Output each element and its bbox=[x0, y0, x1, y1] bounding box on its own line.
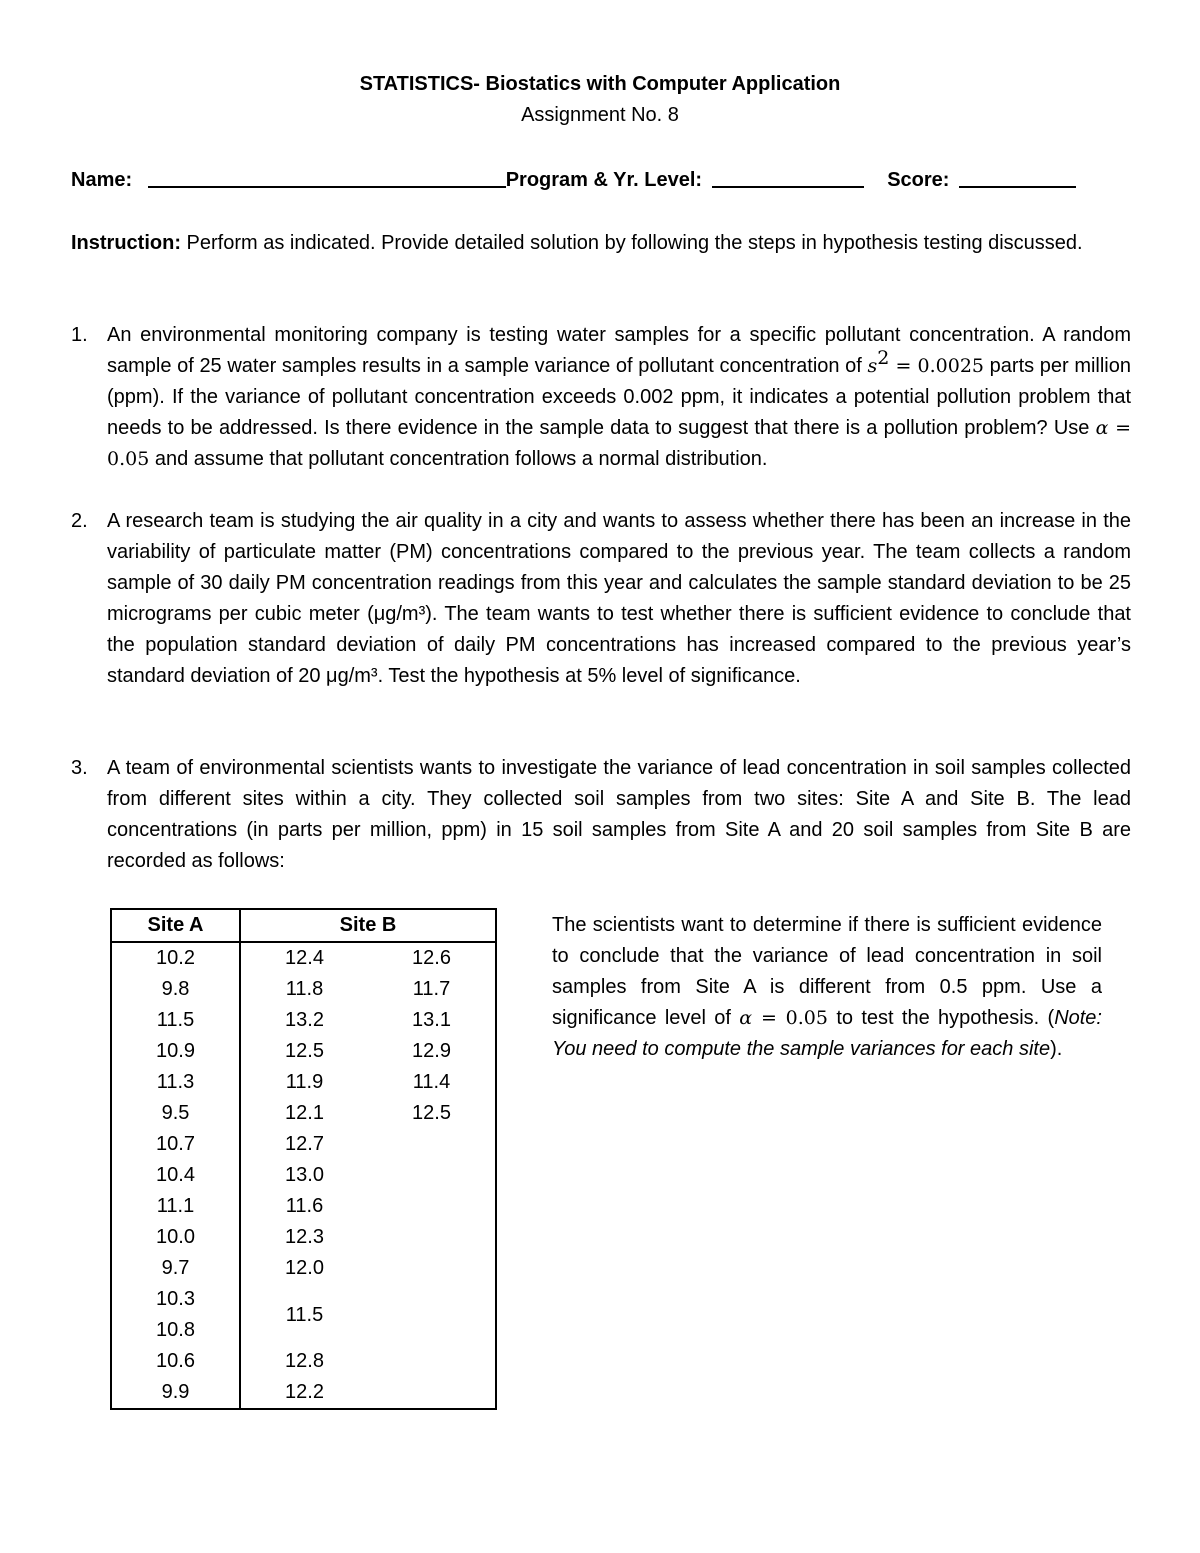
site-b-cell: 12.2 bbox=[285, 1381, 324, 1403]
question-3 bbox=[71, 753, 1131, 877]
site-a-cell: 10.2 bbox=[111, 942, 240, 974]
site-a-header: Site A bbox=[111, 909, 240, 942]
site-b-cell: 13.1 bbox=[412, 1009, 451, 1031]
instruction-text: Perform as indicated. Provide detailed solution by following the steps in hypothesis testing discussed. bbox=[181, 232, 1083, 254]
program-blank[interactable] bbox=[712, 166, 864, 188]
question-text-part: An environmental monitoring company is testing water samples for a specific pollutant concentration. A random sample of 25 water samples results in a sample variance of pollutant concentration of bbox=[107, 324, 1131, 377]
program-label: Program & Yr. Level: bbox=[505, 169, 703, 191]
table-row bbox=[111, 1036, 496, 1067]
site-b-header: Site B bbox=[240, 909, 496, 942]
page-title: STATISTICS- Biostatics with Computer Application bbox=[359, 73, 841, 95]
site-b-cell: 12.6 bbox=[412, 947, 451, 969]
site-b-cell: 13.2 bbox=[285, 1009, 324, 1031]
table-row bbox=[111, 1067, 496, 1098]
site-a-cell: 11.1 bbox=[111, 1191, 240, 1222]
site-b-cell bbox=[368, 1191, 496, 1222]
site-a-cell: 9.5 bbox=[111, 1098, 240, 1129]
table-row bbox=[111, 1098, 496, 1129]
site-a-cell: 9.9 bbox=[111, 1377, 240, 1409]
site-b-cell: 12.0 bbox=[285, 1257, 324, 1279]
lead-concentration-table bbox=[110, 908, 497, 1410]
side-text-part: to test the hypothesis. ( bbox=[828, 1007, 1055, 1029]
site-b-cell: 12.5 bbox=[412, 1102, 451, 1124]
site-b-cell bbox=[368, 1315, 496, 1346]
table-row bbox=[111, 942, 496, 974]
student-info-fields bbox=[71, 166, 1131, 192]
math-exponent: 2 bbox=[877, 347, 890, 369]
table-row bbox=[111, 1160, 496, 1191]
question-text-part: parts per million (ppm). If the variance of pollutant concentration exceeds 0.002 ppm, it indicates a potential pollution problem that needs to be addressed. Is there evidence in the sample data to suggest that there is a pollution problem? Use bbox=[107, 355, 1131, 439]
site-a-cell: 10.3 bbox=[111, 1284, 240, 1315]
site-a-cell: 10.7 bbox=[111, 1129, 240, 1160]
site-a-cell: 9.7 bbox=[111, 1253, 240, 1284]
site-b-cell: 11.6 bbox=[285, 1195, 324, 1217]
table-row bbox=[111, 1222, 496, 1253]
table-row bbox=[111, 1129, 496, 1160]
question-number: 1. bbox=[71, 324, 88, 346]
question-text-part: and assume that pollutant concentration follows a normal distribution. bbox=[149, 448, 768, 470]
math-variable: s bbox=[867, 355, 878, 377]
site-b-cell: 11.8 bbox=[285, 978, 324, 1000]
table-row bbox=[111, 1191, 496, 1222]
site-b-cell: 11.5 bbox=[285, 1303, 324, 1326]
instruction bbox=[71, 228, 1131, 259]
site-b-cell: 11.4 bbox=[412, 1071, 451, 1093]
table-row bbox=[111, 1346, 496, 1377]
score-label: Score: bbox=[887, 169, 950, 191]
side-note: Note: You need to compute the sample variances for each site bbox=[552, 1007, 1102, 1060]
alpha-symbol: α bbox=[739, 1007, 753, 1029]
site-b-cell bbox=[368, 1160, 496, 1191]
table-header-row bbox=[111, 909, 496, 942]
question-text: A research team is studying the air quality in a city and wants to assess whether there has been an increase in the variability of particulate matter (PM) concentrations compared to the previous year. The team collects a random sample of 30 daily PM concentration readings from this year and calculates the sample standard deviation to be 25 micrograms per cubic meter (μg/m³). The team wants to test whether there is sufficient evidence to conclude that the population standard deviation of daily PM concentrations has increased compared to the previous year’s standard deviation of 20 μg/m³. Test the hypothesis at 5% level of significance. bbox=[107, 510, 1131, 687]
table-row bbox=[111, 1284, 496, 1315]
site-b-cell: 13.0 bbox=[285, 1164, 324, 1186]
site-a-cell: 11.3 bbox=[111, 1067, 240, 1098]
site-b-cell: 12.8 bbox=[285, 1350, 324, 1372]
site-b-cell bbox=[368, 1377, 496, 1409]
site-b-cell: 12.7 bbox=[285, 1133, 324, 1155]
site-a-cell: 10.6 bbox=[111, 1346, 240, 1377]
table-row bbox=[111, 974, 496, 1005]
site-b-cell: 11.9 bbox=[285, 1071, 324, 1093]
site-b-cell: 12.1 bbox=[285, 1102, 324, 1124]
site-b-cell bbox=[368, 1222, 496, 1253]
side-text-part: ). bbox=[1050, 1038, 1063, 1060]
site-a-cell: 10.8 bbox=[111, 1315, 240, 1346]
site-b-cell bbox=[368, 1346, 496, 1377]
instruction-label: Instruction: bbox=[71, 232, 181, 254]
alpha-value: = 0.05 bbox=[752, 1007, 828, 1029]
assignment-number: Assignment No. 8 bbox=[521, 104, 679, 126]
site-b-cell: 11.7 bbox=[412, 978, 451, 1000]
score-blank[interactable] bbox=[959, 166, 1076, 188]
alpha-symbol: α bbox=[1095, 417, 1109, 439]
question-text: A team of environmental scientists wants to investigate the variance of lead concentration in soil samples collected from different sites within a city. They collected soil samples from two sites: Site A and Site B. The lead concentrations (in parts per million, ppm) in 15 soil samples from Site A and 20 soil samples from Site B are recorded as follows: bbox=[107, 757, 1131, 872]
question-number: 2. bbox=[71, 510, 88, 532]
question-3-instructions bbox=[552, 910, 1102, 1065]
site-b-cell bbox=[368, 1129, 496, 1160]
site-b-cell: 12.5 bbox=[285, 1040, 324, 1062]
site-b-cell: 12.3 bbox=[285, 1226, 324, 1248]
question-number: 3. bbox=[71, 757, 88, 779]
site-a-cell: 10.4 bbox=[111, 1160, 240, 1191]
site-b-cell: 12.9 bbox=[412, 1040, 451, 1062]
name-label: Name: bbox=[71, 169, 133, 191]
alpha-value: = 0.05 bbox=[107, 417, 1131, 470]
site-a-cell: 11.5 bbox=[111, 1005, 240, 1036]
table-row bbox=[111, 1377, 496, 1409]
table-row bbox=[111, 1005, 496, 1036]
site-a-cell: 10.9 bbox=[111, 1036, 240, 1067]
question-text bbox=[107, 320, 1131, 475]
site-b-cell bbox=[368, 1253, 496, 1284]
table-row bbox=[111, 1253, 496, 1284]
site-a-cell: 10.0 bbox=[111, 1222, 240, 1253]
site-b-cell: 12.4 bbox=[285, 947, 324, 969]
name-blank[interactable] bbox=[148, 166, 506, 188]
side-text-part: The scientists want to determine if there is sufficient evidence to conclude that the variance of lead concentration in soil samples from Site A is different from 0.5 ppm. Use a significance level of bbox=[552, 914, 1102, 1029]
question-2 bbox=[71, 506, 1131, 692]
site-a-cell: 9.8 bbox=[111, 974, 240, 1005]
question-1 bbox=[71, 320, 1131, 475]
math-value: = 0.0025 bbox=[889, 355, 985, 377]
site-b-cell bbox=[368, 1284, 496, 1315]
